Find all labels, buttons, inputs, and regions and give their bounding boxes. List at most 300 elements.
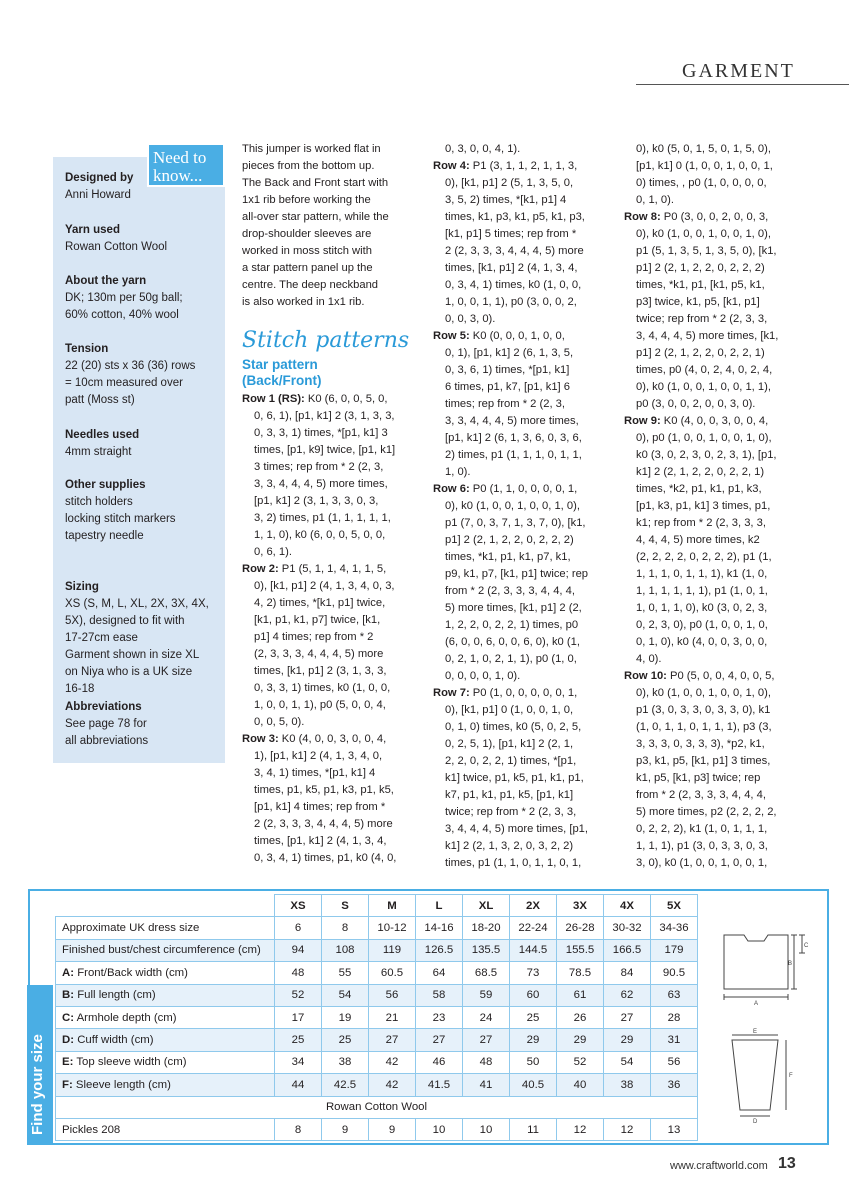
- row-text: 3, 0), k0 (1, 0, 0, 1, 0, 0, 1,: [636, 857, 768, 869]
- row-text: (6, 0, 0, 6, 0, 0, 6, 0), k0 (1,: [445, 636, 580, 648]
- size-row: [56, 1051, 698, 1073]
- size-value: 52: [557, 1051, 604, 1073]
- intro-line: The Back and Front start with: [242, 177, 389, 189]
- size-value: 94: [275, 939, 322, 961]
- size-value: 68.5: [463, 962, 510, 984]
- pattern-line: [433, 515, 618, 532]
- size-value: 56: [651, 1051, 698, 1073]
- sidebar-line: tapestry needle: [65, 530, 144, 542]
- text-column-1: [242, 141, 427, 867]
- pattern-line: [624, 311, 814, 328]
- size-header: M: [369, 895, 416, 917]
- row-text: 0, 2, 2, 2), k1 (1, 0, 1, 1, 1,: [636, 823, 768, 835]
- pattern-line: [433, 549, 618, 566]
- size-value: 36: [651, 1074, 698, 1096]
- pattern-line: [242, 408, 427, 425]
- page-number: 13: [778, 1155, 796, 1172]
- size-value: 108: [322, 939, 369, 961]
- row-text: from * 2 (2, 3, 3, 3, 4, 4, 4,: [636, 789, 766, 801]
- sidebar-heading: Yarn used: [65, 224, 120, 236]
- section-label: GARMENT: [682, 60, 795, 82]
- row-text: 3, 3, 3, 0, 3, 3, 3), *p2, k1,: [636, 738, 765, 750]
- size-row-label: [56, 962, 275, 984]
- row-text: 3, 3, 4, 4, 4, 5) more times,: [254, 478, 388, 490]
- sidebar-line: Garment shown in size XL: [65, 649, 200, 661]
- size-value: 22-24: [510, 917, 557, 939]
- measure-name: Top sleeve width (cm): [73, 1056, 187, 1069]
- size-value: 8: [322, 917, 369, 939]
- size-value: 52: [275, 984, 322, 1006]
- pattern-line: [433, 498, 618, 515]
- pattern-line: [433, 141, 618, 158]
- row-text: times, p1 (1, 1, 0, 1, 1, 0, 1,: [445, 857, 582, 869]
- pattern-line: [624, 328, 814, 345]
- size-row: [56, 1074, 698, 1096]
- size-row-label: [56, 939, 275, 961]
- pattern-line: [624, 753, 814, 770]
- row-label: Row 8:: [624, 211, 661, 223]
- size-value: 126.5: [416, 939, 463, 961]
- diagram-label-e: E: [753, 1029, 758, 1035]
- pattern-line: [433, 158, 618, 175]
- measure-name: Front/Back width (cm): [74, 966, 188, 979]
- row-text: 0, 2, 5, 1), [p1, k1] 2 (2, 1,: [445, 738, 574, 750]
- star-subtitle-1: Star pattern: [242, 357, 318, 372]
- row-text: p1] 2 (2, 1, 2, 2, 0, 2, 2, 2): [445, 534, 574, 546]
- sidebar-line: Rowan Cotton Wool: [65, 241, 168, 253]
- pattern-line: [433, 277, 618, 294]
- pattern-line: [624, 277, 814, 294]
- sidebar-block: [65, 341, 225, 409]
- row-label: Row 6:: [433, 483, 470, 495]
- row-text: 0), [k1, p1] 2 (5, 1, 3, 5, 0,: [445, 177, 574, 189]
- size-value: 14-16: [416, 917, 463, 939]
- row-text: 1, 0, 1, 1, 0), k0 (3, 0, 2, 3,: [636, 602, 768, 614]
- size-value: 64: [416, 962, 463, 984]
- row-text: 4, 4, 4, 5) more times, k2: [636, 534, 760, 546]
- pattern-line: [433, 719, 618, 736]
- pattern-line: [624, 158, 814, 175]
- text-column-3: [624, 141, 814, 872]
- footer-url[interactable]: www.craftworld.com: [670, 1160, 768, 1172]
- size-value: 10-12: [369, 917, 416, 939]
- size-value: 23: [416, 1006, 463, 1028]
- size-row-label: [56, 1074, 275, 1096]
- sidebar-line: 17-27cm ease: [65, 632, 138, 644]
- size-value: 38: [322, 1051, 369, 1073]
- pattern-line: [624, 226, 814, 243]
- pattern-line: [433, 311, 618, 328]
- diagram-label-a: A: [754, 1001, 759, 1007]
- row-text: times, [k1, p1] 2 (3, 1, 3, 3,: [254, 665, 387, 677]
- row-text: 1, 1, 1), p1 (3, 0, 3, 3, 0, 3,: [636, 840, 768, 852]
- pattern-line: [242, 425, 427, 442]
- measure-name: Armhole depth (cm): [74, 1011, 177, 1024]
- row-text: [p1, k3, p1, k1] 3 times, p1,: [636, 500, 771, 512]
- size-row: [56, 1006, 698, 1028]
- ball-count: 10: [416, 1118, 463, 1140]
- pattern-line: [433, 362, 618, 379]
- size-value: 18-20: [463, 917, 510, 939]
- pattern-line: [433, 651, 618, 668]
- pattern-line: [242, 442, 427, 459]
- size-value: 38: [604, 1074, 651, 1096]
- pattern-line: [433, 668, 618, 685]
- size-value: 55: [322, 962, 369, 984]
- pattern-line: [624, 464, 814, 481]
- intro-line: all-over star pattern, while the: [242, 211, 389, 223]
- pattern-line: [242, 578, 427, 595]
- pattern-line: [433, 294, 618, 311]
- row-text: k1] 2 (2, 1, 2, 2, 0, 2, 2, 1): [636, 466, 765, 478]
- size-value: 42: [369, 1051, 416, 1073]
- size-value: 41: [463, 1074, 510, 1096]
- pattern-line: [433, 481, 618, 498]
- row-text: [p1, k1] 2 (6, 1, 3, 6, 0, 3, 6,: [445, 432, 582, 444]
- row-label: Row 5:: [433, 330, 470, 342]
- size-value: 40: [557, 1074, 604, 1096]
- pattern-line: [624, 634, 814, 651]
- size-row: [56, 917, 698, 939]
- row-text: 1, 1, 0), k0 (6, 0, 0, 5, 0, 0,: [254, 529, 386, 541]
- header-rule: [636, 84, 849, 85]
- pattern-line: [624, 532, 814, 549]
- size-value: 78.5: [557, 962, 604, 984]
- size-row-label: [56, 1051, 275, 1073]
- size-value: 44: [275, 1074, 322, 1096]
- size-value: 61: [557, 984, 604, 1006]
- size-table: [55, 894, 698, 1141]
- row-text: 3, 4, 4, 4, 5) more times, [k1,: [636, 330, 779, 342]
- size-header: L: [416, 895, 463, 917]
- diagram-label-b: B: [788, 961, 793, 967]
- pattern-line: [433, 260, 618, 277]
- measure-letter: C:: [62, 1011, 75, 1024]
- row-text: p1] 4 times; rep from * 2: [254, 631, 374, 643]
- row-label: Row 2:: [242, 563, 279, 575]
- row-text: 0), k0 (1, 0, 0, 1, 0, 0, 1, 0),: [636, 687, 771, 699]
- sidebar-block: [65, 477, 225, 545]
- row-text: 1, 0, 0, 1, 1), p0 (5, 0, 0, 4,: [254, 699, 386, 711]
- pattern-line: [433, 821, 618, 838]
- row-text: 0, 3, 6, 1) times, *[p1, k1]: [445, 364, 570, 376]
- sidebar-line: Anni Howard: [65, 189, 131, 201]
- pattern-line: [433, 634, 618, 651]
- row-text: k1; rep from * 2 (2, 3, 3, 3,: [636, 517, 766, 529]
- sidebar-line: XS (S, M, L, XL, 2X, 3X, 4X,: [65, 598, 209, 610]
- row-text: 0, 3, 0, 0, 4, 1).: [445, 143, 521, 155]
- star-pattern-subheading: [242, 357, 427, 389]
- pattern-line: [242, 663, 427, 680]
- size-row: [56, 984, 698, 1006]
- size-header: XS: [275, 895, 322, 917]
- pattern-row: [242, 731, 427, 867]
- row-text: 3, 2) times, p1 (1, 1, 1, 1, 1,: [254, 512, 391, 524]
- size-value: 27: [369, 1029, 416, 1051]
- sidebar-heading: Sizing: [65, 581, 99, 593]
- row-text: times, [p1, k1] 2 (4, 1, 3, 4,: [254, 835, 387, 847]
- row-label: Row 4:: [433, 160, 470, 172]
- row-text: (1, 0, 1, 1, 0, 1, 1, 1), p3 (3,: [636, 721, 772, 733]
- measure-name: Cuff width (cm): [74, 1034, 154, 1047]
- pattern-line: [242, 714, 427, 731]
- pattern-line: [433, 192, 618, 209]
- size-value: 24: [463, 1006, 510, 1028]
- pattern-row: [433, 158, 618, 328]
- row-label: Row 1 (RS):: [242, 393, 305, 405]
- row-text: 0, 3, 4, 1) times, p1, k0 (4, 0,: [254, 852, 397, 864]
- size-value: 84: [604, 962, 651, 984]
- row-text: 0, 1), [p1, k1] 2 (6, 1, 3, 5,: [445, 347, 574, 359]
- row-text: twice; rep from * 2 (2, 3, 3,: [445, 806, 577, 818]
- size-value: 26-28: [557, 917, 604, 939]
- size-value: 179: [651, 939, 698, 961]
- sidebar-line: = 10cm measured over: [65, 377, 183, 389]
- pattern-line: [242, 782, 427, 799]
- pattern-line: [433, 345, 618, 362]
- pattern-line: [433, 226, 618, 243]
- row-text: 0, 1, 0) times, k0 (5, 0, 2, 5,: [445, 721, 582, 733]
- size-row-label: [56, 1006, 275, 1028]
- pattern-line: [624, 549, 814, 566]
- row-text: [k1, p1] 5 times; rep from *: [445, 228, 577, 240]
- ball-count: 12: [557, 1118, 604, 1140]
- pattern-line: [242, 646, 427, 663]
- pattern-line: [433, 209, 618, 226]
- pattern-line: [433, 396, 618, 413]
- size-row: [56, 1029, 698, 1051]
- row-text: 1, 2, 2, 0, 2, 2, 1) times, p0: [445, 619, 579, 631]
- measure-name: Full length (cm): [74, 989, 156, 1002]
- size-value: 59: [463, 984, 510, 1006]
- pattern-line: [242, 680, 427, 697]
- pattern-line: [624, 736, 814, 753]
- size-value: 29: [604, 1029, 651, 1051]
- ball-count: 8: [275, 1118, 322, 1140]
- row-text: 0, 1, 0).: [636, 194, 674, 206]
- shade-row: [56, 1118, 698, 1140]
- find-your-size-tab: [27, 985, 53, 1145]
- pattern-line: [433, 736, 618, 753]
- sidebar-line: DK; 130m per 50g ball;: [65, 292, 183, 304]
- pattern-line: [242, 816, 427, 833]
- pattern-row: [624, 209, 814, 413]
- row-text: [k1, p1, k1, p7] twice, [k1,: [254, 614, 381, 626]
- measure-name: Sleeve length (cm): [72, 1078, 171, 1091]
- size-value: 144.5: [510, 939, 557, 961]
- size-value: 31: [651, 1029, 698, 1051]
- size-value: 26: [557, 1006, 604, 1028]
- size-value: 25: [322, 1029, 369, 1051]
- row-text: p1 (3, 0, 3, 3, 0, 3, 3, 0), k1: [636, 704, 771, 716]
- pattern-line: [433, 430, 618, 447]
- row-text: 3 times; rep from * 2 (2, 3,: [254, 461, 384, 473]
- pattern-line: [624, 481, 814, 498]
- sidebar-block: [65, 222, 225, 256]
- ball-count: 9: [369, 1118, 416, 1140]
- size-header: 4X: [604, 895, 651, 917]
- row-text: k1] 2 (2, 1, 3, 2, 0, 3, 2, 2): [445, 840, 574, 852]
- row-text: 1, 0).: [445, 466, 471, 478]
- row-text: 0), k0 (5, 0, 1, 5, 0, 1, 5, 0),: [636, 143, 771, 155]
- row-text: p1 (7, 0, 3, 7, 1, 3, 7, 0), [k1,: [445, 517, 586, 529]
- row-text: 6 times, p1, k7, [p1, k1] 6: [445, 381, 570, 393]
- row-label: Row 3:: [242, 733, 279, 745]
- sidebar-heading: Other supplies: [65, 479, 146, 491]
- pattern-line: [624, 413, 814, 430]
- size-value: 21: [369, 1006, 416, 1028]
- measure-letter: B:: [62, 989, 75, 1002]
- pattern-line: [242, 459, 427, 476]
- row-text: times, p0 (4, 0, 2, 4, 0, 2, 4,: [636, 364, 773, 376]
- sidebar-block: [65, 427, 225, 461]
- row-text: [p1, k1] 4 times; rep from *: [254, 801, 386, 813]
- row-text: times, k1, p3, k1, p5, k1, p3,: [445, 211, 585, 223]
- row-text: p0 (3, 0, 0, 2, 0, 0, 3, 0).: [636, 398, 756, 410]
- sidebar-heading: Tension: [65, 343, 109, 355]
- column-3-rows: [624, 141, 814, 872]
- size-value: 63: [651, 984, 698, 1006]
- pattern-line: [624, 498, 814, 515]
- row-text: 0, 6, 1), [p1, k1] 2 (3, 1, 3, 3,: [254, 410, 395, 422]
- size-value: 17: [275, 1006, 322, 1028]
- row-text: times, [k1, p1] 2 (4, 1, 3, 4,: [445, 262, 578, 274]
- sidebar-line: 4mm straight: [65, 446, 132, 458]
- row-text: p9, k1, p7, [k1, p1] twice; rep: [445, 568, 589, 580]
- sidebar-heading: Needles used: [65, 429, 140, 441]
- size-value: 42.5: [322, 1074, 369, 1096]
- badge-line2: know...: [153, 166, 203, 185]
- pattern-line: [242, 799, 427, 816]
- row-text: 4, 2) times, *[k1, p1] twice,: [254, 597, 386, 609]
- intro-line: a star pattern panel up the: [242, 262, 373, 274]
- pattern-line: [624, 430, 814, 447]
- pattern-line: [624, 702, 814, 719]
- size-value: 62: [604, 984, 651, 1006]
- sidebar-line: all abbreviations: [65, 735, 149, 747]
- row-text: K0 (4, 0, 0, 3, 0, 0, 4,: [660, 415, 769, 427]
- row-text: P0 (5, 0, 0, 4, 0, 0, 5,: [666, 670, 775, 682]
- row-text: P0 (1, 0, 0, 0, 0, 0, 1,: [469, 687, 578, 699]
- pattern-line: [624, 804, 814, 821]
- row-text: times, *k1, p1, [k1, p5, k1,: [636, 279, 765, 291]
- row-text: times, *k1, p1, k1, p7, k1,: [445, 551, 571, 563]
- pattern-line: [242, 544, 427, 561]
- row-text: (2, 3, 3, 3, 4, 4, 4, 5) more: [254, 648, 384, 660]
- measure-letter: F:: [62, 1078, 73, 1091]
- header-blank: [56, 895, 275, 917]
- row-text: twice; rep from * 2 (2, 3, 3,: [636, 313, 768, 325]
- stitch-patterns-heading: Stitch patterns: [242, 328, 410, 353]
- pattern-line: [624, 243, 814, 260]
- intro-line: 1x1 rib before working the: [242, 194, 371, 206]
- row-text: 0, 6, 1).: [254, 546, 292, 558]
- row-text: p1] 2 (2, 1, 2, 2, 0, 2, 2, 1): [636, 347, 765, 359]
- size-value: 30-32: [604, 917, 651, 939]
- sidebar-heading: About the yarn: [65, 275, 147, 287]
- size-row: [56, 962, 698, 984]
- text-column-2: [433, 141, 618, 872]
- pattern-line: [433, 464, 618, 481]
- row-text: times, *k2, p1, k1, p1, k3,: [636, 483, 762, 495]
- pattern-line: [624, 447, 814, 464]
- pattern-line: [624, 362, 814, 379]
- size-value: 27: [604, 1006, 651, 1028]
- pattern-line: [433, 753, 618, 770]
- pattern-line: [242, 850, 427, 867]
- row-text: 3, 5, 2) times, *[k1, p1] 4: [445, 194, 567, 206]
- pattern-line: [433, 328, 618, 345]
- sidebar-block: [65, 699, 225, 750]
- pattern-line: [433, 583, 618, 600]
- row-text: 2) times, p1 (1, 1, 1, 0, 1, 1,: [445, 449, 582, 461]
- size-value: 135.5: [463, 939, 510, 961]
- yarn-row: [56, 1096, 698, 1118]
- size-value: 25: [510, 1006, 557, 1028]
- row-text: 1, 1, 1, 1, 1, 1), p1 (1, 0, 1,: [636, 585, 768, 597]
- pattern-line: [433, 804, 618, 821]
- row-text: 0, 3, 4, 1) times, k0 (1, 0, 0,: [445, 279, 582, 291]
- size-header: XL: [463, 895, 510, 917]
- intro-line: This jumper is worked flat in: [242, 143, 381, 155]
- size-value: 34-36: [651, 917, 698, 939]
- star-subtitle-2: (Back/Front): [242, 373, 322, 388]
- row-text: P1 (5, 1, 1, 4, 1, 1, 5,: [278, 563, 387, 575]
- row-text: k1] twice, p1, k5, p1, k1, p1,: [445, 772, 584, 784]
- ball-count: 11: [510, 1118, 557, 1140]
- pattern-row: [624, 668, 814, 872]
- size-row-label: [56, 917, 275, 939]
- row-text: 0), [k1, p1] 2 (4, 1, 3, 4, 0, 3,: [254, 580, 395, 592]
- row-text: 1, 1, 1, 0, 1, 1, 1), k1 (1, 0,: [636, 568, 768, 580]
- row-text: 0), k0 (1, 0, 0, 1, 0, 0, 1, 0),: [636, 228, 771, 240]
- row-text: k0 (3, 0, 2, 3, 0, 2, 3, 1), [p1,: [636, 449, 777, 461]
- pattern-line: [433, 566, 618, 583]
- pattern-line: [624, 855, 814, 872]
- row-text: 0, 2, 3, 0), p0 (1, 0, 0, 1, 0,: [636, 619, 768, 631]
- row-text: p3, k1, p5, [k1, p1] 3 times,: [636, 755, 771, 767]
- yarn-name: Rowan Cotton Wool: [56, 1096, 698, 1118]
- sidebar-block: [65, 273, 225, 324]
- pattern-line: [624, 515, 814, 532]
- size-header: S: [322, 895, 369, 917]
- row-text: 0, 3, 3, 1) times, *[p1, k1] 3: [254, 427, 388, 439]
- measure-name: Approximate UK dress size: [62, 922, 200, 935]
- sidebar-line: 60% cotton, 40% wool: [65, 309, 179, 321]
- row-text: from * 2 (2, 3, 3, 3, 4, 4, 4,: [445, 585, 575, 597]
- measure-letter: D:: [62, 1034, 75, 1047]
- size-value: 48: [463, 1051, 510, 1073]
- row-text: 1, 0, 0, 1, 1), p0 (3, 0, 0, 2,: [445, 296, 577, 308]
- pattern-line: [242, 595, 427, 612]
- row-text: 2 (2, 3, 3, 3, 4, 4, 4, 5) more: [254, 818, 393, 830]
- row-text: [p1, k1] 0 (1, 0, 0, 1, 0, 0, 1,: [636, 160, 773, 172]
- row-text: 2, 2, 0, 2, 2, 1) times, *[p1,: [445, 755, 577, 767]
- pattern-line: [624, 260, 814, 277]
- column-2-rows: [433, 141, 618, 872]
- diagram-label-c: C: [804, 943, 809, 949]
- row-text: times, p1, k5, p1, k3, p1, k5,: [254, 784, 394, 796]
- pattern-line: [624, 821, 814, 838]
- ball-count: 12: [604, 1118, 651, 1140]
- size-value: 54: [604, 1051, 651, 1073]
- row-text: p3] twice, k1, p5, [k1, p1]: [636, 296, 760, 308]
- sidebar-line: 16-18: [65, 683, 95, 695]
- size-value: 155.5: [557, 939, 604, 961]
- row-text: k7, p1, k1, p1, k5, [p1, k1]: [445, 789, 574, 801]
- measure-letter: E:: [62, 1056, 74, 1069]
- pattern-line: [624, 345, 814, 362]
